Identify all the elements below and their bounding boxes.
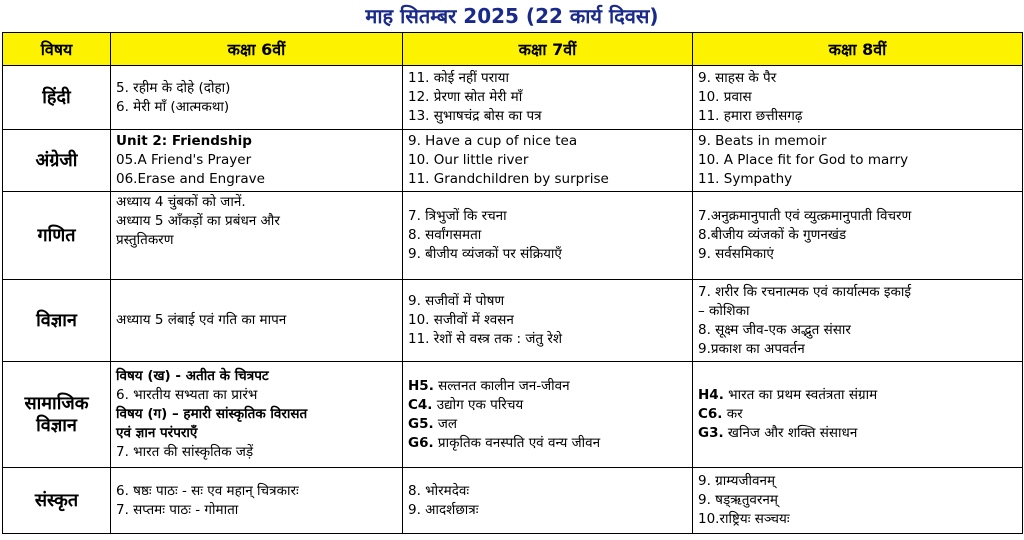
list-item: 06.Erase and Engrave [116,171,265,187]
list-item [408,415,687,434]
row-english [3,130,1023,192]
row-maths [3,192,1023,280]
list-item [408,396,687,415]
list-item: 9. Have a cup of nice tea [408,133,578,149]
science-class8-cell [693,280,1023,362]
list-item: 10. प्रवास [698,89,752,105]
header-row [3,33,1023,66]
list-item: 8.बीजीय व्यंजकों के गुणनखंड [698,227,847,243]
hindi-class8-cell [693,66,1023,130]
list-item [698,386,1017,405]
subject-social-science [3,362,111,468]
english-class6-cell [111,130,403,192]
item-text: सल्तनत कालीन जन-जीवन [433,377,570,394]
list-item [408,434,687,453]
item-code: G5. [408,415,434,432]
list-item: 8. सूक्ष्म जीव-एक अद्भुत संसार [698,321,851,338]
list-item: 11. हमारा छत्तीसगढ़ [698,108,803,124]
social-class8-cell [693,362,1023,468]
row-science [3,280,1023,362]
subject-line: विज्ञान [36,414,77,436]
list-item: 8. सर्वांगसमता [408,227,482,243]
list-item: 9. Beats in memoir [698,133,827,149]
maths-class8-cell [693,192,1023,280]
sanskrit-class8-cell [693,468,1023,534]
sanskrit-class7-cell [403,468,693,534]
subject-english: अंग्रेजी [3,130,111,192]
science-class6-cell [111,280,403,362]
list-item: 7. सप्तमः पाठः - गोमाता [116,501,239,518]
list-item: 12. प्रेरणा स्रोत मेरी माँ [408,89,523,105]
list-item: 9. बीजीय व्यंजकों पर संक्रियाएँ [408,246,562,262]
unit-heading: Unit 2: Friendship [116,133,252,149]
subject-maths: गणित [3,192,111,280]
maths-class6-cell [111,192,403,280]
list-item: 6. मेरी माँ (आत्मकथा) [116,98,230,115]
english-class8-cell [693,130,1023,192]
item-code: H4. [698,387,724,403]
list-item: 9.प्रकाश का अपवर्तन [698,340,805,357]
subject-hindi: हिंदी [3,66,111,130]
subject-sanskrit: संस्कृत [3,468,111,534]
list-item: अध्याय 5 आँकड़ों का प्रबंधन और [116,213,280,229]
list-item: 6. षष्ठः पाठः - सः एव महान् चित्रकारः [116,482,299,499]
list-item: 7. त्रिभुजों कि रचना [408,208,507,224]
header-subject: विषय [3,33,111,66]
list-item: 11. कोई नहीं पराया [408,70,510,86]
list-item: 05.A Friend's Prayer [116,152,252,168]
sanskrit-class6-cell [111,468,403,534]
row-social-science [3,362,1023,468]
list-item: अध्याय 4 चुंबकों को जानें. [116,194,246,210]
subject-science: विज्ञान [3,280,111,362]
item-code: C6. [698,406,723,422]
section-heading: विषय (ग) – हमारी सांस्कृतिक विरासत [116,406,308,422]
item-text: खनिज और शक्ति संसाधन [723,425,858,441]
header-class-7: कक्षा 7वीं [403,33,693,66]
list-item: 9. आदर्शछात्रः [408,501,479,518]
item-code: G6. [408,434,434,451]
list-item [698,405,1017,424]
hindi-class7-cell [403,66,693,130]
list-item: 8. भोरमदेवः [408,482,470,499]
row-sanskrit [3,468,1023,534]
section-heading: एवं ज्ञान परंपराएँ [116,425,198,441]
list-item: 7. शरीर कि रचनात्मक एवं कार्यात्मक इकाई [698,283,912,300]
item-code: C4. [408,396,433,413]
maths-class7-cell [403,192,693,280]
item-code: G3. [698,425,724,441]
list-item: 6. भारतीय सभ्यता का प्रारंभ [116,387,258,403]
section-heading: विषय (ख) - अतीत के चित्रपट [116,368,269,384]
list-item: 10. A Place fit for God to marry [698,152,909,168]
list-item [698,424,1017,443]
list-item: 13. सुभाषचंद्र बोस का पत्र [408,108,542,124]
list-item: 9. ग्राम्यजीवनम् [698,473,776,489]
list-item: अध्याय 5 लंबाई एवं गति का मापन [116,312,287,328]
syllabus-table [2,32,1023,534]
list-item: 10.राष्ट्रियः सञ्चयः [698,511,790,527]
social-class6-cell [111,362,403,468]
item-text: जल [433,415,458,432]
subject-line: सामाजिक [24,392,89,414]
list-item: 11. Grandchildren by surprise [408,171,609,187]
list-item: 9. षड्ऋतुवरनम् [698,492,779,508]
item-text: उद्योग एक परिचय [432,396,524,413]
list-item: 11. Sympathy [698,171,793,187]
list-item: 10. सजीवों में श्वसन [408,312,514,328]
list-item: 7. भारत की सांस्कृतिक जड़ें [116,444,254,460]
item-code: H5. [408,377,434,394]
list-item: 9. साहस के पैर [698,70,777,86]
list-item: 10. Our little river [408,152,529,168]
social-class7-cell [403,362,693,468]
page-title: माह सितम्बर 2025 (22 कार्य दिवस) [365,4,659,28]
list-item: 11. रेशों से वस्त्र तक : जंतु रेशे [408,331,563,347]
header-class-8: कक्षा 8वीं [693,33,1023,66]
english-class7-cell [403,130,693,192]
item-text: भारत का प्रथम स्वतंत्रता संग्राम [723,387,878,403]
list-item [408,377,687,396]
list-item: 5. रहीम के दोहे (दोहा) [116,79,231,96]
header-class-6: कक्षा 6वीं [111,33,403,66]
item-text: प्राकृतिक वनस्पति एवं वन्य जीवन [433,434,601,451]
list-item: 7.अनुक्रमानुपाती एवं व्युत्क्रमानुपाती विचरण [698,208,912,224]
hindi-class6-cell [111,66,403,130]
item-text: कर [722,406,743,422]
list-item: 9. सजीवों में पोषण [408,293,505,309]
science-class7-cell [403,280,693,362]
list-item: – कोशिका [698,302,750,319]
list-item: प्रस्तुतिकरण [116,232,174,248]
list-item: 9. सर्वसमिकाएं [698,246,774,262]
row-hindi [3,66,1023,130]
